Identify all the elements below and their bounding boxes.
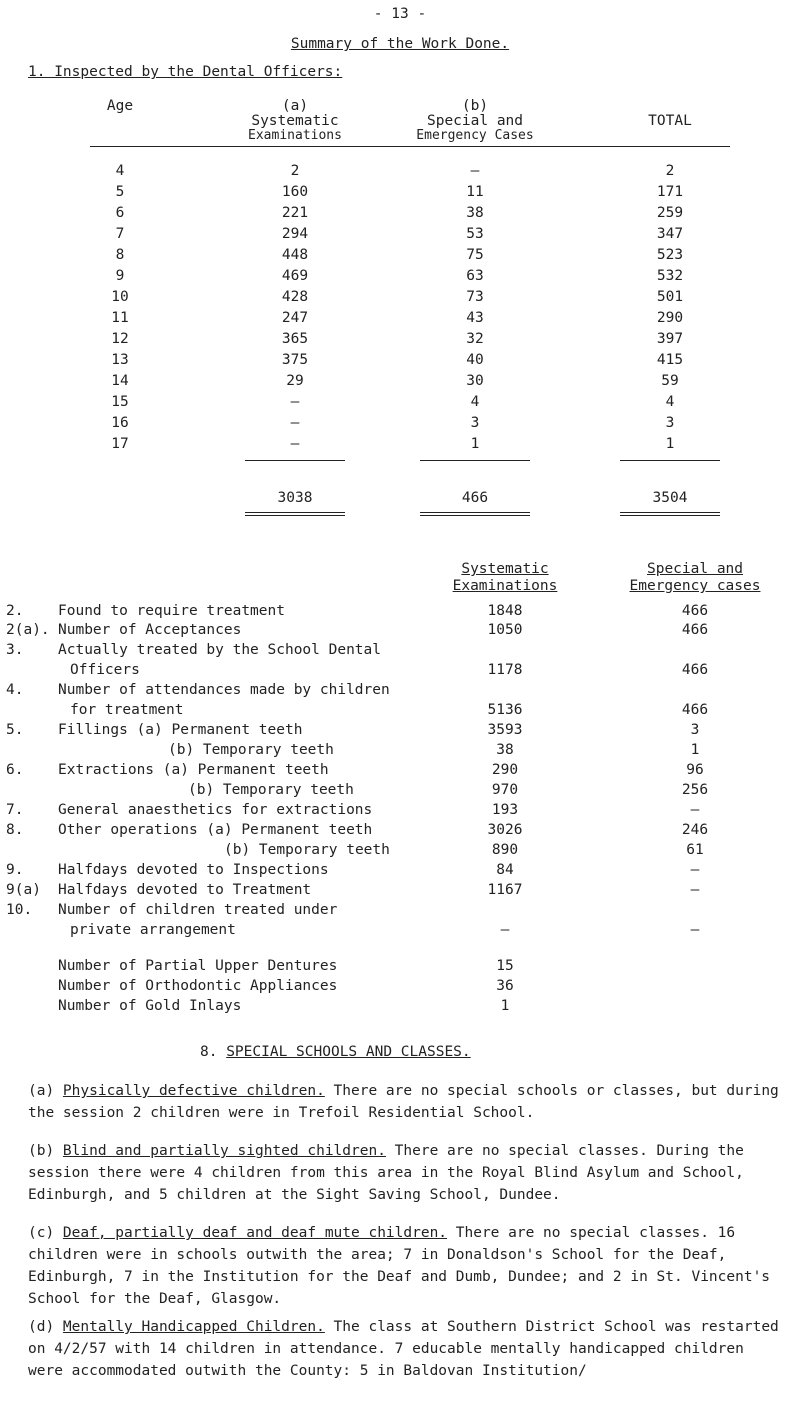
a-cell: 294 — [281, 226, 309, 242]
header-rule — [90, 146, 730, 147]
item-number: 4. — [6, 682, 24, 698]
sys-value: 1050 — [487, 622, 523, 638]
col-b-line2: Emergency Cases — [416, 128, 534, 143]
item-label: for treatment — [70, 702, 184, 718]
item-label: Officers — [70, 662, 140, 678]
sys-value: 1848 — [487, 603, 523, 619]
sys-value: 890 — [491, 842, 519, 858]
sys-value: 5136 — [487, 702, 523, 718]
spec-value: 246 — [681, 822, 709, 838]
para-lead: (a) — [28, 1083, 63, 1099]
col-age-header: Age — [106, 98, 134, 114]
paragraph-physically-defective — [28, 1080, 780, 1124]
age-cell: 4 — [115, 163, 125, 179]
para-lead: (c) — [28, 1225, 63, 1241]
total-cell: 1 — [665, 436, 675, 452]
age-cell: 9 — [115, 268, 125, 284]
item-label: (b) Temporary teeth — [188, 782, 354, 798]
a-cell: 2 — [290, 163, 300, 179]
section8-title: SPECIAL SCHOOLS AND CLASSES. — [226, 1044, 471, 1060]
total-cell: 415 — [656, 352, 684, 368]
section8-heading — [200, 1044, 471, 1060]
b-cell: 73 — [466, 289, 484, 305]
a-cell: 365 — [281, 331, 309, 347]
a-cell: 428 — [281, 289, 309, 305]
spec-value: 466 — [681, 662, 709, 678]
age-cell: 15 — [111, 394, 129, 410]
para-text: There are no special classes. During the session there were 4 children from this area in the Royal Blind Asylum and School, Edinburgh, and 5 children at the Sight Saving School, Dundee. — [28, 1143, 744, 1203]
section8-number: 8. — [200, 1044, 218, 1060]
item-label: (b) Temporary teeth — [224, 842, 390, 858]
total-cell: 290 — [656, 310, 684, 326]
col-total-header: TOTAL — [648, 113, 692, 129]
a-cell: 375 — [281, 352, 309, 368]
a-cell: 469 — [281, 268, 309, 284]
item-number: 5. — [6, 722, 24, 738]
sys-value: 970 — [491, 782, 519, 798]
b-cell: 38 — [466, 205, 484, 221]
a-cell: 160 — [281, 184, 309, 200]
total-cell: 3 — [665, 415, 675, 431]
total-cell: 532 — [656, 268, 684, 284]
total-cell: 4 — [665, 394, 675, 410]
age-cell: 10 — [111, 289, 129, 305]
spec-value: – — [690, 922, 700, 938]
b-cell: 75 — [466, 247, 484, 263]
sys-value: 38 — [496, 742, 514, 758]
spec-value: 466 — [681, 603, 709, 619]
total-cell: 523 — [656, 247, 684, 263]
item-number: 9(a) — [6, 882, 41, 898]
item-label: private arrangement — [70, 922, 236, 938]
spec-value: 61 — [686, 842, 704, 858]
b-cell: 11 — [466, 184, 484, 200]
a-cell: 448 — [281, 247, 309, 263]
para-title: Deaf, partially deaf and deaf mute children. — [62, 1225, 448, 1241]
age-cell: 5 — [115, 184, 125, 200]
total-cell: 59 — [661, 373, 679, 389]
item-label: Found to require treatment — [58, 603, 285, 619]
total-cell: 171 — [656, 184, 684, 200]
item-label: (b) Temporary teeth — [168, 742, 334, 758]
age-cell: 13 — [111, 352, 129, 368]
sys-value: 1167 — [487, 882, 523, 898]
paragraph-blind — [28, 1140, 780, 1206]
total-cell: 259 — [656, 205, 684, 221]
b-cell: 32 — [466, 331, 484, 347]
para-lead: (b) — [28, 1143, 63, 1159]
a-cell: – — [290, 415, 300, 431]
b-cell: 40 — [466, 352, 484, 368]
sys-value: 193 — [491, 802, 519, 818]
para-text: The class at Southern District School was restarted on 4/2/57 with 14 children in attendance. 7 educable mentally handicapped children were accommodated outwith the County: 5 in Baldovan Institution/ — [28, 1319, 779, 1379]
sys-header-line1: Systematic — [461, 561, 549, 577]
spec-value: – — [690, 802, 700, 818]
extra-value: 1 — [500, 998, 510, 1014]
subtotal-rule-b — [420, 460, 530, 461]
b-cell: 43 — [466, 310, 484, 326]
paragraph-mentally-handicapped — [28, 1316, 780, 1382]
para-text: There are no special classes. 16 children were in schools outwith the area; 7 in Donaldson's School for the Deaf, Edinburgh, 7 in the Institution for the Deaf and Dumb, Dundee; and 2 in St. Vincent's School for the Deaf, Glasgow. — [28, 1225, 771, 1307]
para-lead: (d) — [28, 1319, 63, 1335]
total-cell: 2 — [665, 163, 675, 179]
a-cell: – — [290, 394, 300, 410]
item-number: 9. — [6, 862, 24, 878]
item-number: 10. — [6, 902, 33, 918]
item-label: Number of attendances made by children — [58, 682, 390, 698]
a-cell: 221 — [281, 205, 309, 221]
sys-value: 290 — [491, 762, 519, 778]
sys-header-line2: Examinations — [452, 578, 558, 594]
col-b-line1: Special and — [426, 113, 524, 129]
spec-header-line1: Special and — [646, 561, 744, 577]
age-cell: 12 — [111, 331, 129, 347]
a-cell: – — [290, 436, 300, 452]
spec-value: 466 — [681, 622, 709, 638]
col-b-label: (b) — [461, 98, 489, 114]
para-text: There are no special schools or classes, but during the session 2 children were in Trefoil Residential School. — [28, 1083, 779, 1121]
spec-value: 96 — [686, 762, 704, 778]
page-number: - 13 - — [373, 6, 427, 22]
subtotal-rule-total — [620, 460, 720, 461]
age-cell: 6 — [115, 205, 125, 221]
item-label: General anaesthetics for extractions — [58, 802, 373, 818]
item-label: Number of Acceptances — [58, 622, 242, 638]
page-title: Summary of the Work Done. — [290, 36, 510, 52]
section1-heading: 1. Inspected by the Dental Officers: — [28, 64, 343, 80]
age-cell: 17 — [111, 436, 129, 452]
a-cell: 29 — [286, 373, 304, 389]
item-label: Halfdays devoted to Inspections — [58, 862, 329, 878]
item-number: 6. — [6, 762, 24, 778]
extra-label: Number of Partial Upper Dentures — [58, 958, 338, 974]
item-number: 8. — [6, 822, 24, 838]
double-rule-a — [245, 512, 345, 516]
b-cell: 53 — [466, 226, 484, 242]
a-cell: 247 — [281, 310, 309, 326]
total-cell: 397 — [656, 331, 684, 347]
spec-value: 1 — [690, 742, 700, 758]
col-a-line2: Examinations — [248, 128, 342, 143]
b-cell: 1 — [470, 436, 480, 452]
extra-label: Number of Orthodontic Appliances — [58, 978, 338, 994]
item-label: Fillings (a) Permanent teeth — [58, 722, 303, 738]
spec-header-line2: Emergency cases — [629, 578, 761, 594]
age-cell: 14 — [111, 373, 129, 389]
item-label: Actually treated by the School Dental — [58, 642, 382, 658]
age-cell: 11 — [111, 310, 129, 326]
b-cell: 30 — [466, 373, 484, 389]
col-a-line1: Systematic — [251, 113, 339, 129]
extra-value: 36 — [496, 978, 514, 994]
spec-value: 3 — [690, 722, 700, 738]
sys-value: 3026 — [487, 822, 523, 838]
para-title: Blind and partially sighted children. — [62, 1143, 386, 1159]
b-cell: 3 — [470, 415, 480, 431]
double-rule-b — [420, 512, 530, 516]
total-a: 3038 — [277, 490, 313, 506]
double-rule-total — [620, 512, 720, 516]
para-title: Physically defective children. — [62, 1083, 325, 1099]
b-cell: – — [470, 163, 480, 179]
item-label: Number of children treated under — [58, 902, 338, 918]
item-number: 7. — [6, 802, 24, 818]
paragraph-deaf — [28, 1222, 780, 1310]
spec-value: 466 — [681, 702, 709, 718]
col-a-label: (a) — [281, 98, 309, 114]
item-number: 3. — [6, 642, 24, 658]
age-cell: 7 — [115, 226, 125, 242]
sys-value: 3593 — [487, 722, 523, 738]
spec-value: 256 — [681, 782, 709, 798]
spec-value: – — [690, 882, 700, 898]
extra-label: Number of Gold Inlays — [58, 998, 242, 1014]
item-label: Other operations (a) Permanent teeth — [58, 822, 373, 838]
subtotal-rule-a — [245, 460, 345, 461]
sys-value: 84 — [496, 862, 514, 878]
item-number: 2. — [6, 603, 24, 619]
item-number: 2(a). — [6, 622, 50, 638]
item-label: Halfdays devoted to Treatment — [58, 882, 312, 898]
item-label: Extractions (a) Permanent teeth — [58, 762, 329, 778]
total-cell: 347 — [656, 226, 684, 242]
total-b: 466 — [461, 490, 489, 506]
para-title: Mentally Handicapped Children. — [62, 1319, 325, 1335]
sys-value: – — [500, 922, 510, 938]
b-cell: 63 — [466, 268, 484, 284]
age-cell: 8 — [115, 247, 125, 263]
grand-total: 3504 — [652, 490, 688, 506]
extra-value: 15 — [496, 958, 514, 974]
age-cell: 16 — [111, 415, 129, 431]
total-cell: 501 — [656, 289, 684, 305]
b-cell: 4 — [470, 394, 480, 410]
spec-value: – — [690, 862, 700, 878]
sys-value: 1178 — [487, 662, 523, 678]
